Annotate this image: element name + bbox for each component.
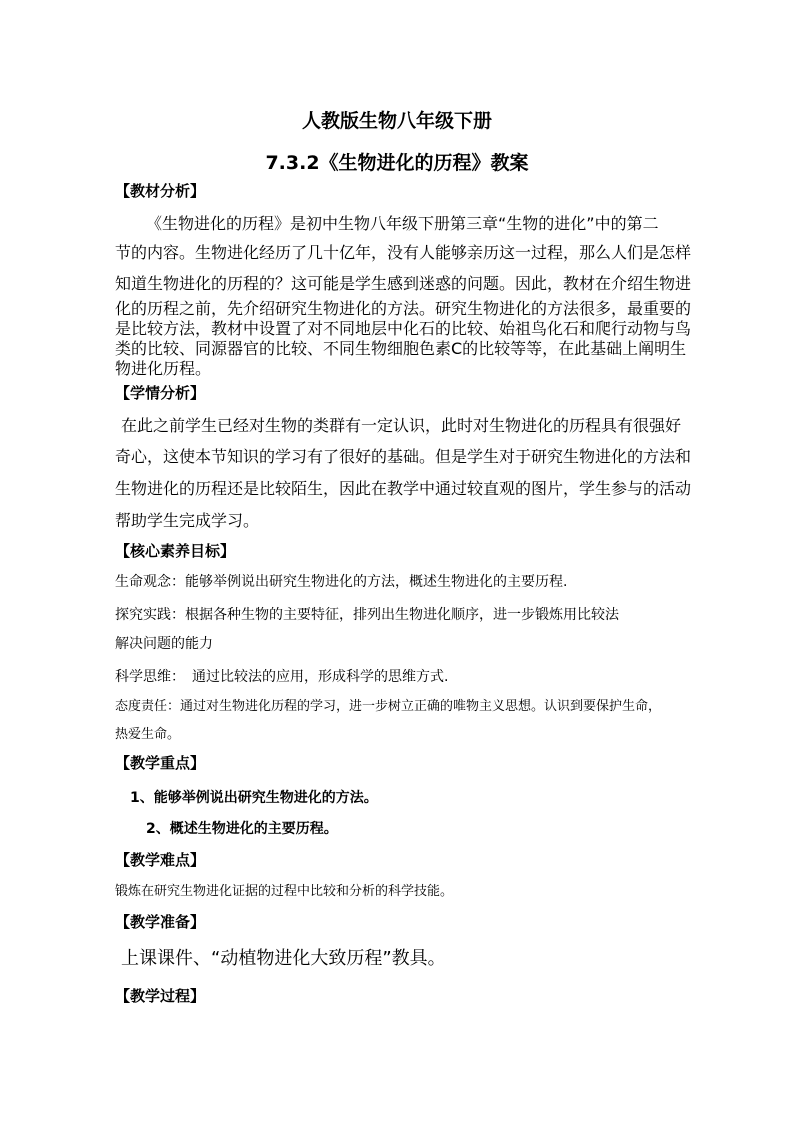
section-heading-teaching-preparation: 【教学准备】	[115, 913, 206, 931]
section-heading-teaching-process: 【教学过程】	[115, 987, 206, 1005]
goal-attitude-responsibility-cont: 热爱生命。	[115, 727, 181, 742]
document-title: 人教版生物八年级下册	[301, 110, 492, 132]
paragraph-line: 节的内容。生物进化经历了几十亿年，没有人能够亲历这一过程，那么人们是怎样	[115, 243, 692, 262]
section-heading-student-analysis: 【学情分析】	[115, 384, 206, 402]
document-subtitle: 7.3.2《生物进化的历程》教案	[265, 152, 529, 174]
paragraph-line: 奇心，这使本节知识的学习有了很好的基础。但是学生对于研究生物进化的方法和	[115, 447, 692, 466]
teaching-difficulty-text: 锻炼在研究生物进化证据的过程中比较和分析的科学技能。	[115, 884, 454, 899]
section-heading-core-goals: 【核心素养目标】	[115, 542, 236, 560]
paragraph-line: 《生物进化的历程》是初中生物八年级下册第三章“生物的进化”中的第二	[146, 214, 659, 233]
teaching-focus-item-1: 1、能够举例说出研究生物进化的方法。	[130, 790, 378, 806]
paragraph-line: 化的历程之前，先介绍研究生物进化的方法。研究生物进化的方法很多，最重要的	[115, 299, 692, 318]
paragraph-line: 是比较方法，教材中设置了对不同地层中化石的比较、始祖鸟化石和爬行动物与鸟	[115, 319, 692, 338]
section-heading-teaching-focus: 【教学重点】	[115, 754, 206, 772]
paragraph-line: 知道生物进化的历程的？这可能是学生感到迷惑的问题。因此，教材在介绍生物进	[115, 274, 692, 293]
paragraph-line: 物进化历程。	[115, 359, 212, 378]
goal-life-concept: 生命观念：能够举例说出研究生物进化的方法，概述生物进化的主要历程.	[115, 574, 568, 590]
section-heading-teaching-difficulty: 【教学难点】	[115, 851, 206, 869]
paragraph-line: 类的比较、同源器官的比较、不同生物细胞色素C的比较等等，在此基础上阐明生	[115, 339, 687, 358]
goal-scientific-thinking: 科学思维： 通过比较法的应用，形成科学的思维方式.	[115, 669, 449, 685]
paragraph-line: 在此之前学生已经对生物的类群有一定认识，此时对生物进化的历程具有很强好	[121, 416, 682, 435]
goal-inquiry-practice: 探究实践：根据各种生物的主要特征，排列出生物进化顺序，进一步锻炼用比较法	[115, 607, 619, 623]
goal-inquiry-practice-cont: 解决问题的能力	[115, 636, 213, 652]
paragraph-line: 帮助学生完成学习。	[115, 511, 260, 530]
goal-attitude-responsibility: 态度责任：通过对生物进化历程的学习，进一步树立正确的唯物主义思想。认识到要保护生命，	[115, 699, 662, 714]
paragraph-line: 生物进化的历程还是比较陌生，因此在教学中通过较直观的图片，学生参与的活动	[115, 479, 692, 498]
section-heading-textbook-analysis: 【教材分析】	[115, 182, 206, 200]
teaching-focus-item-2: 2、概述生物进化的主要历程。	[146, 821, 338, 837]
teaching-preparation-text: 上课课件、“动植物进化大致历程”教具。	[121, 948, 446, 969]
